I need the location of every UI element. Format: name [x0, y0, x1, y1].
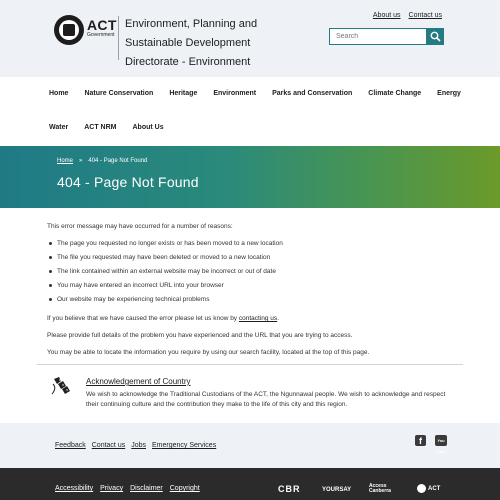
logo-divider	[118, 16, 119, 60]
footer-contact-us-link[interactable]: Contact us	[91, 442, 126, 449]
contact-us-link[interactable]: Contact us	[408, 12, 442, 19]
breadcrumb	[57, 158, 147, 164]
nav-item-nature-conservation[interactable]: Nature Conservation	[84, 90, 154, 97]
list-item: Our website may be experiencing technical problems	[47, 295, 283, 309]
contacting-us-link[interactable]: contacting us	[238, 315, 278, 322]
about-us-link[interactable]: About us	[372, 12, 401, 19]
main-navigation	[0, 77, 500, 146]
logo-act-text[interactable]: ACT	[87, 17, 117, 33]
contact-text-after: .	[277, 315, 279, 322]
list-item: You may have entered an incorrect URL into your browser	[47, 281, 283, 295]
reasons-list	[47, 239, 283, 309]
breadcrumb-separator: »	[79, 158, 83, 164]
search-form	[329, 28, 444, 45]
act-government-footer-logo[interactable]	[417, 484, 440, 493]
jobs-link[interactable]: Jobs	[131, 442, 147, 449]
access-canberra-line2: Canberra	[369, 488, 391, 494]
page-title: 404 - Page Not Found	[57, 174, 199, 190]
page-banner	[0, 146, 500, 208]
facebook-icon[interactable]: f	[415, 435, 426, 446]
act-emblem-icon	[417, 484, 426, 493]
breadcrumb-current: 404 - Page Not Found	[88, 158, 148, 164]
nav-item-environment[interactable]: Environment	[213, 90, 257, 97]
act-government-emblem-icon[interactable]	[54, 15, 84, 45]
nav-item-heritage[interactable]: Heritage	[169, 90, 198, 97]
search-icon	[430, 31, 441, 42]
nav-item-energy[interactable]: Energy	[437, 90, 461, 97]
footer-legal-bar	[0, 468, 500, 500]
nav-item-parks-and-conservation[interactable]: Parks and Conservation	[272, 90, 353, 97]
nav-item-about-us[interactable]: About Us	[132, 124, 164, 131]
list-item: The page you requested no longer exists or has been moved to a new location	[47, 239, 283, 253]
cbr-logo[interactable]: CBR	[278, 484, 301, 494]
yoursay-logo[interactable]: YOURSAY	[322, 487, 352, 493]
ack-text: We wish to acknowledge the Traditional Custodians of the ACT, the Ngunnawal people. We wish to acknowledge and respect their continuing culture and the contribution they make to the life of this city and this region.	[86, 391, 446, 408]
copyright-link[interactable]: Copyright	[169, 485, 200, 492]
list-item: The file you requested may have been deleted or moved to a new location	[47, 253, 283, 267]
ack-divider	[37, 364, 463, 365]
intro-text: This error message may have occurred for a number of reasons:	[47, 223, 233, 230]
disclaimer-link[interactable]: Disclaimer	[130, 485, 163, 492]
act-footer-text: ACT	[428, 485, 441, 492]
nav-item-climate-change[interactable]: Climate Change	[368, 90, 422, 97]
youtube-icon[interactable]: You Tube	[435, 435, 447, 446]
list-item: The link contained within an external website may be incorrect or out of date	[47, 267, 283, 281]
contact-paragraph	[47, 314, 279, 323]
footer-links	[55, 442, 216, 449]
accessibility-link[interactable]: Accessibility	[55, 485, 94, 492]
nav-item-home[interactable]: Home	[49, 90, 69, 97]
emergency-services-link[interactable]: Emergency Services	[152, 442, 217, 449]
access-canberra-line1: Access	[369, 483, 387, 489]
nav-item-act-nrm[interactable]: ACT NRM	[84, 124, 117, 131]
logo-government-text: Government	[87, 32, 115, 38]
feedback-link[interactable]: Feedback	[55, 442, 86, 449]
nav-row-1	[49, 90, 461, 97]
details-paragraph: Please provide full details of the problem you have experienced and the URL that you are trying to access.	[47, 332, 353, 339]
privacy-link[interactable]: Privacy	[100, 485, 124, 492]
search-paragraph: You may be able to locate the information you require by using our search facility, located at the top of this page.	[47, 349, 370, 356]
footer-links-bar	[0, 423, 500, 468]
breadcrumb-home-link[interactable]: Home	[57, 158, 74, 164]
utility-links	[373, 12, 442, 19]
nav-item-water[interactable]: Water	[49, 124, 69, 131]
site-title[interactable]: Environment, Planning and Sustainable Development Directorate - Environment	[125, 18, 258, 68]
contact-text-before: If you believe that we have caused the error please let us know by	[47, 315, 239, 322]
search-input[interactable]	[329, 28, 427, 45]
site-header	[0, 0, 500, 77]
legal-links	[55, 485, 200, 492]
ack-title[interactable]: Acknowledgement of Country	[86, 377, 191, 386]
aboriginal-art-icon	[51, 376, 73, 396]
search-button[interactable]	[427, 28, 444, 45]
access-canberra-logo[interactable]	[369, 484, 391, 494]
nav-row-2	[49, 124, 164, 131]
